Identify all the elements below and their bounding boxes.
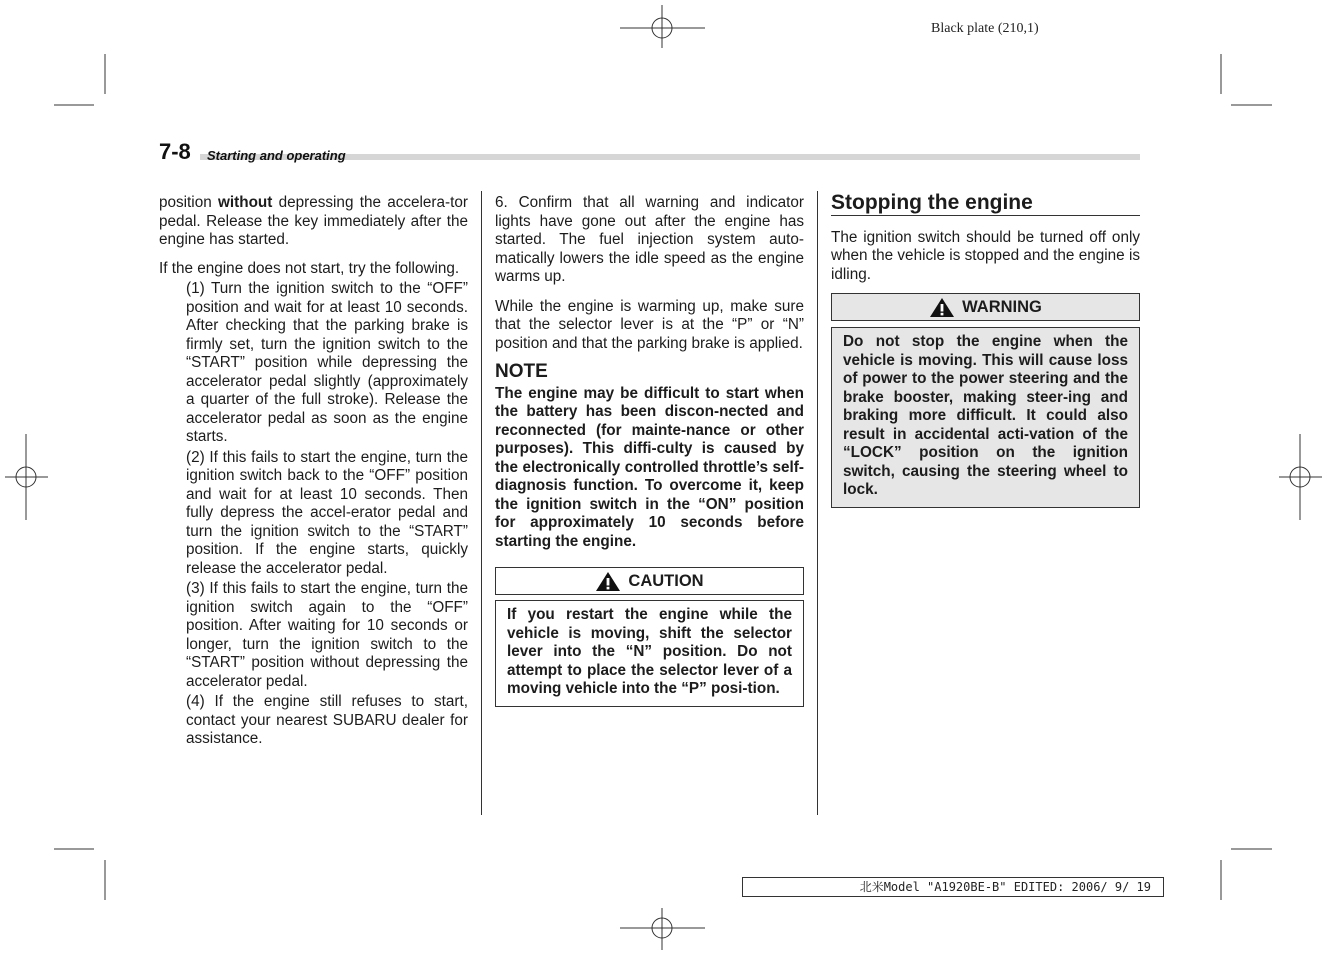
list-item: (4) If the engine still refuses to start, contact your nearest SUBARU dealer for assistance.: [186, 693, 468, 747]
section-title: Stopping the engine: [831, 194, 1140, 216]
warning-triangle-icon: [929, 297, 955, 318]
caution-box: [495, 600, 804, 707]
page-number: 7-8: [159, 139, 191, 164]
warning-box: [831, 327, 1140, 508]
warning-banner: [831, 293, 1140, 321]
plate-label: Black plate (210,1): [931, 21, 1039, 36]
column-divider-right: [817, 191, 818, 815]
column-divider-left: [481, 191, 482, 815]
paragraph: If the engine does not start, try the following.: [159, 259, 460, 277]
emphasis-text: without: [217, 194, 273, 211]
list-item: (3) If this fails to start the engine, turn the ignition switch again to the “OFF” position. After waiting for 10 seconds or longer, turn the ignition switch to the “START” position without depressing the accelerator pedal.: [186, 580, 468, 690]
warning-triangle-icon: [595, 571, 621, 592]
column-3: [831, 191, 1140, 508]
note-heading: NOTE: [495, 361, 548, 382]
column-1: [159, 194, 468, 749]
paragraph: 6. Confirm that all warning and indicator lights have gone out after the engine has started. The fuel injection system auto-matically lowers the idle speed as the engine warms up.: [495, 194, 804, 285]
footer-edition-box: 北米Model "A1920BE-B" EDITED: 2006/ 9/ 19: [742, 877, 1164, 897]
paragraph: The ignition switch should be turned off only when the vehicle is stopped and the engine is idling.: [831, 228, 1140, 283]
paragraph: [159, 194, 468, 250]
caution-banner: [495, 567, 804, 595]
text: depressing the accelera-tor pedal. Release the key immediately after the engine has started.: [159, 194, 468, 248]
section-name: Starting and operating: [207, 148, 346, 163]
note-text: The engine may be difficult to start when the battery has been discon-nected and reconnected (for mainte-nance or other purposes). This diffi-culty is caused by the electronically controlled throttle’s self-diagnosis function. To overcome it, keep the ignition switch in the “ON” position for approximately 10 seconds before starting the engine.: [495, 384, 804, 550]
column-2: [495, 194, 804, 707]
warning-text: Do not stop the engine when the vehicle is moving. This will cause loss of power to the power steering and the brake booster, making steer-ing and braking more difficult. It could also result in accidental acti-vation of the “LOCK” position on the ignition switch, causing the steering wheel to lock.: [843, 333, 1128, 498]
list-item: (1) Turn the ignition switch to the “OFF” position and wait for at least 10 seconds. After checking that the parking brake is firmly set, turn the ignition switch to the “START” position while depressing the accelerator pedal slightly (approximately a quarter of the full stroke). Release the accelerator pedal as soon as the engine starts.: [186, 280, 468, 445]
list-item: (2) If this fails to start the engine, turn the ignition switch back to the “OFF” position and wait for at least 10 seconds. Then fully depress the accel-erator pedal and turn the ignition switch to the “START” position. If the engine starts, quickly release the accelerator pedal.: [186, 448, 468, 577]
paragraph: While the engine is warming up, make sure that the selector lever is at the “P” or “N” position and that the parking brake is applied.: [495, 297, 804, 352]
caution-label: CAUTION: [628, 571, 704, 590]
warning-label: WARNING: [962, 297, 1042, 316]
text: position: [159, 194, 218, 211]
caution-text: If you restart the engine while the vehicle is moving, shift the selector lever into the “N” position. Do not attempt to place the selector lever of a moving vehicle into the “P” posi-tion.: [507, 606, 792, 697]
